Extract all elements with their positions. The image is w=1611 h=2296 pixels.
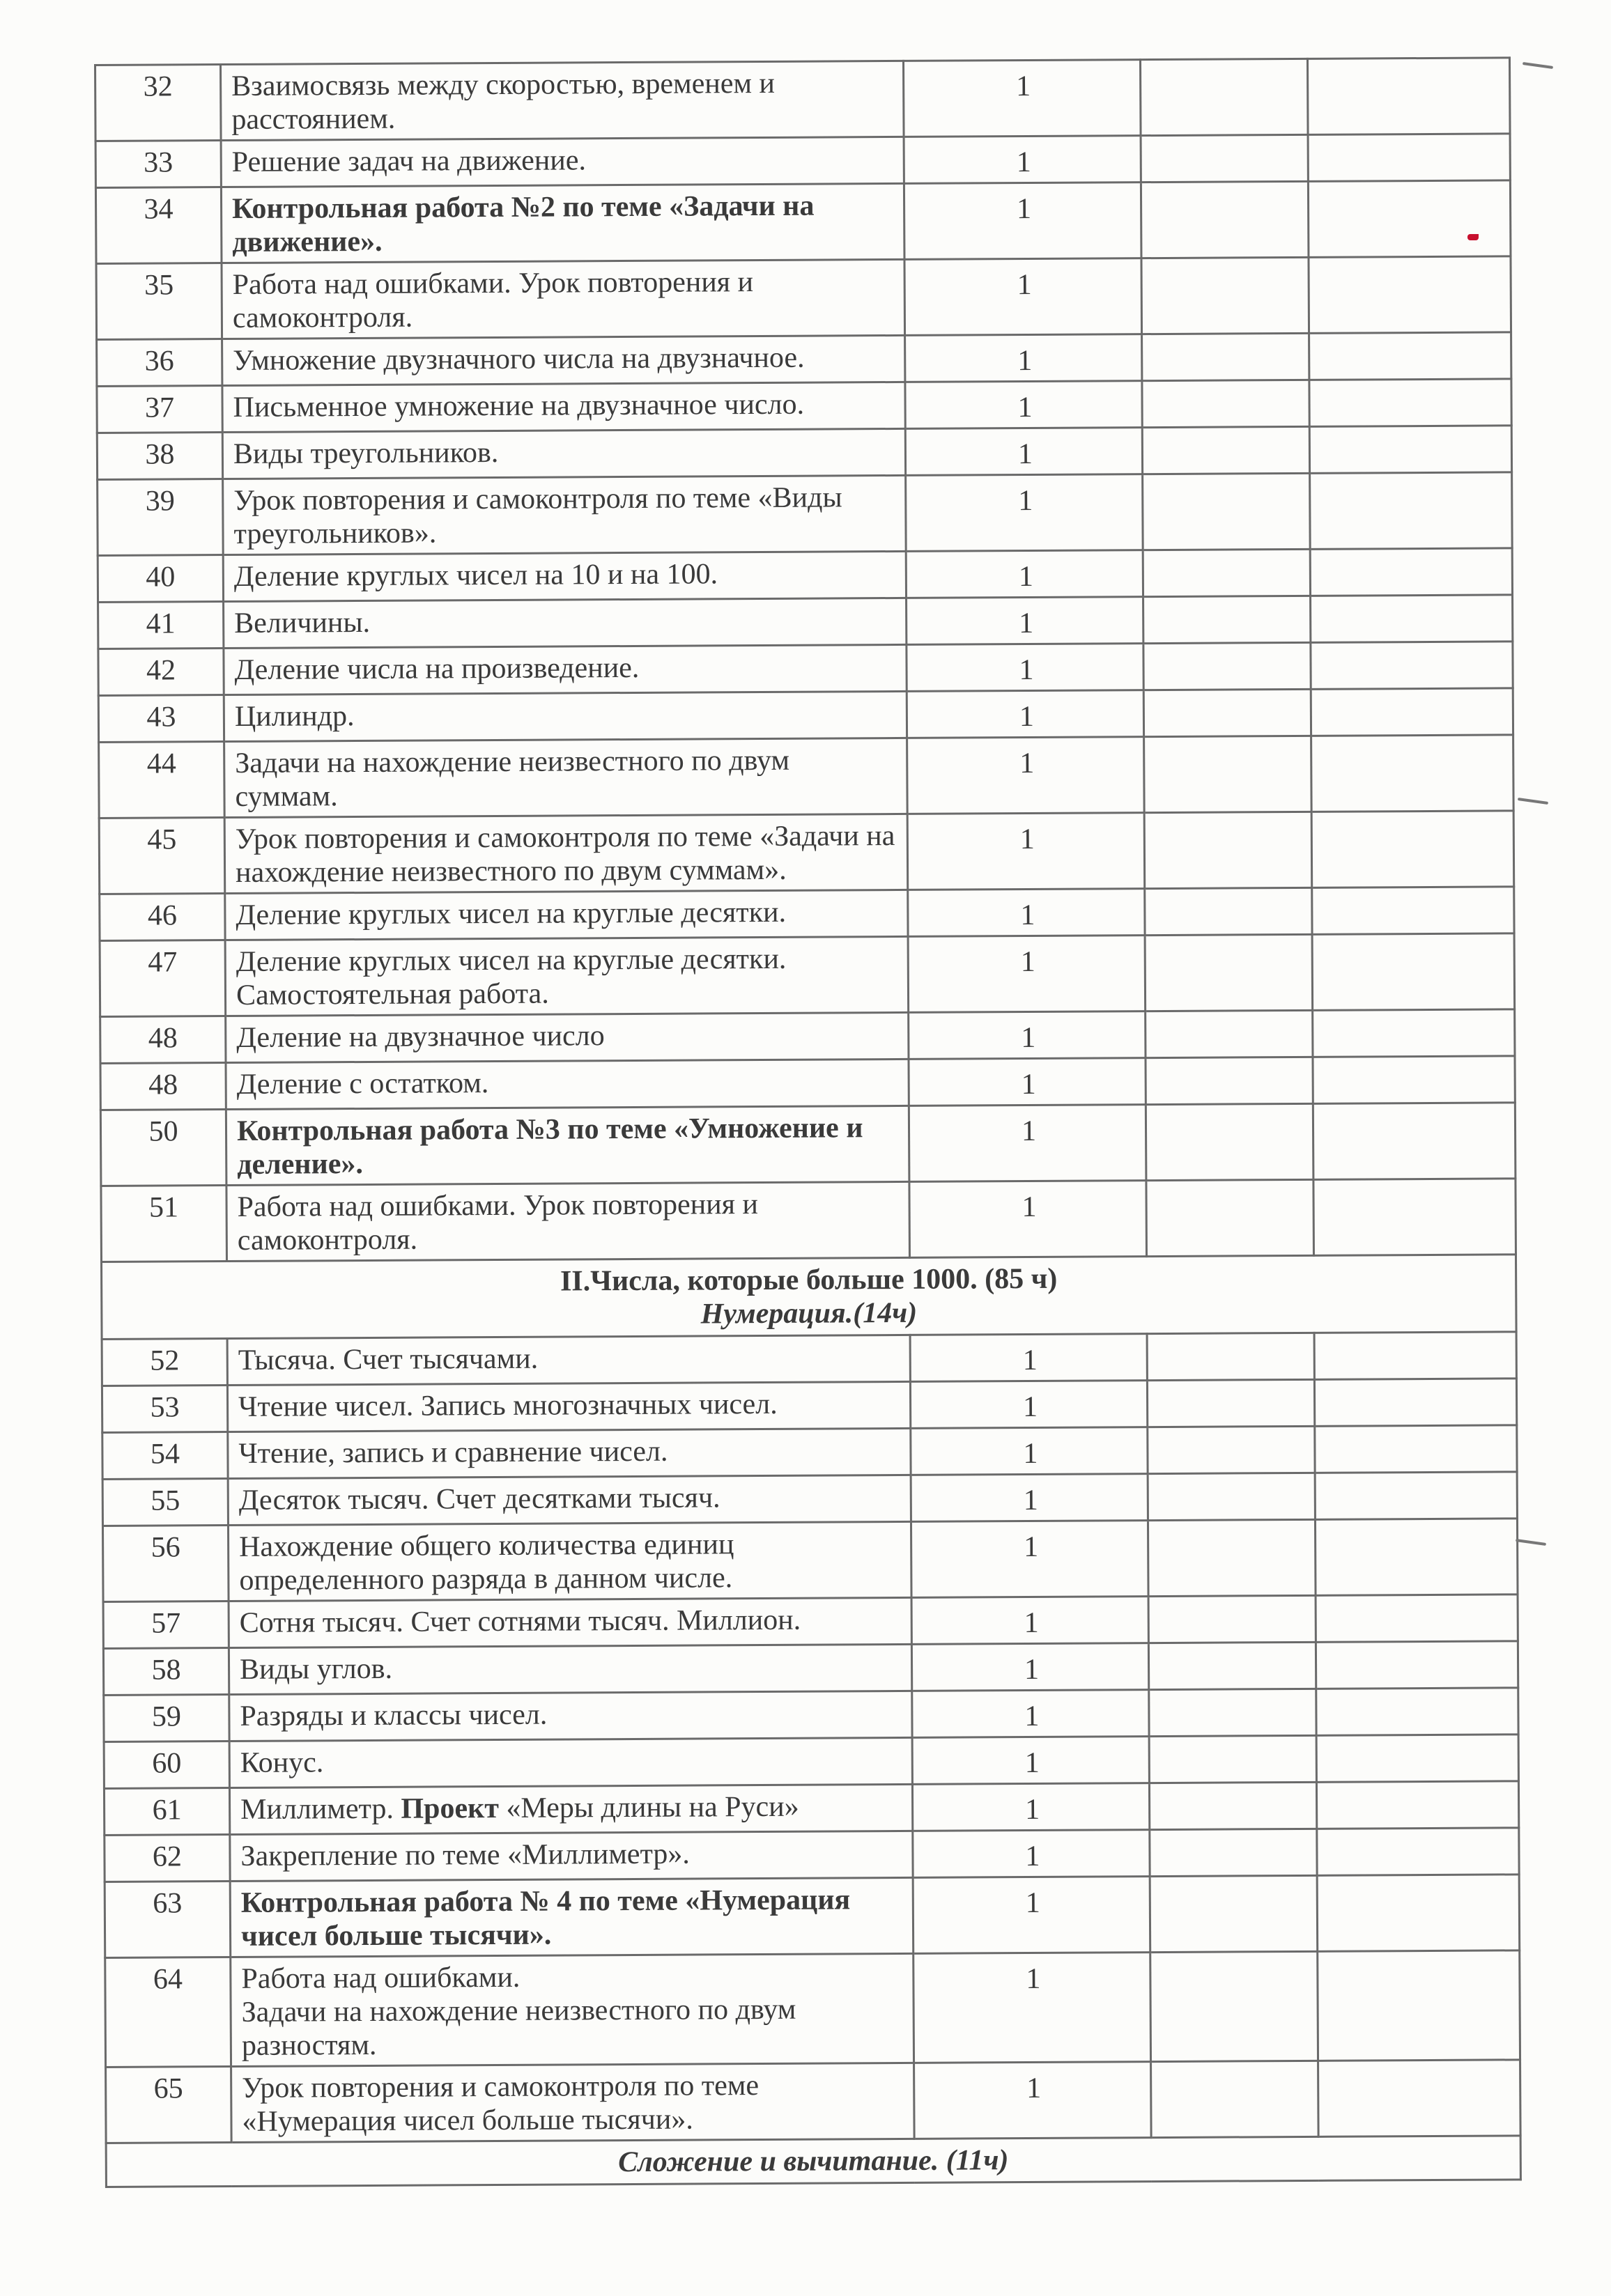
lesson-topic-text: Тысяча. Счет тысячами.	[238, 1342, 539, 1376]
table-row	[104, 1781, 1518, 1836]
lesson-topic	[227, 1381, 910, 1432]
date-plan-cell	[1148, 1426, 1315, 1473]
lesson-topic	[228, 1428, 911, 1478]
lesson-hours: 1	[908, 889, 1145, 937]
lesson-number: 59	[104, 1695, 229, 1742]
lesson-topic	[229, 1597, 911, 1647]
lesson-hours: 1	[906, 474, 1143, 552]
date-fact-cell	[1316, 1735, 1518, 1783]
date-plan-cell	[1142, 380, 1309, 427]
binder-mark	[1516, 1539, 1546, 1546]
lesson-number: 65	[106, 2067, 232, 2143]
date-fact-cell	[1315, 1519, 1518, 1596]
table-row	[102, 1472, 1517, 1526]
lesson-topic	[226, 1181, 910, 1261]
date-fact-cell	[1317, 1828, 1519, 1876]
lesson-topic-text: Разряды и классы чисел.	[240, 1698, 548, 1732]
table-row	[95, 58, 1511, 141]
lesson-hours: 1	[904, 136, 1141, 184]
lesson-topic-text: Взаимосвязь между скоростью, временем и расстоянием.	[231, 67, 776, 136]
lesson-topic-text: Работа над ошибками. Урок повторения и самоконтроля.	[237, 1188, 759, 1257]
table-row	[102, 1379, 1516, 1433]
table-row	[98, 642, 1513, 696]
section-cell	[102, 1255, 1517, 1340]
lesson-hours: 1	[910, 1334, 1147, 1382]
date-plan-cell	[1146, 1057, 1313, 1104]
lesson-topic-text: Урок повторения и самоконтроля по теме «Нумерация чисел больше тысячи».	[242, 2070, 760, 2138]
date-fact-cell	[1316, 1781, 1518, 1829]
lesson-hours: 1	[913, 1830, 1150, 1878]
lesson-topic	[228, 1475, 911, 1525]
table-row	[98, 688, 1513, 743]
lesson-topic-text: Цилиндр.	[234, 700, 355, 733]
lesson-number: 34	[95, 187, 222, 264]
lesson-number: 39	[98, 479, 224, 556]
date-plan-cell	[1141, 134, 1308, 182]
date-fact-cell	[1315, 1425, 1517, 1473]
lesson-hours: 1	[903, 60, 1141, 137]
lesson-topic-text: Нахождение общего количества единиц определенного разряда в данном числе.	[239, 1528, 734, 1597]
lesson-topic-text: Контрольная работа №2 по теме «Задачи на движение».	[231, 189, 815, 258]
date-plan-cell	[1144, 812, 1312, 888]
section-subtitle: Сложение и вычитание. (11ч)	[618, 2144, 1009, 2179]
date-plan-cell	[1142, 426, 1309, 474]
date-fact-cell	[1309, 256, 1511, 334]
lesson-hours: 1	[907, 597, 1143, 645]
lesson-hours: 1	[905, 428, 1142, 476]
lesson-hours: 1	[904, 258, 1142, 336]
lesson-number: 62	[105, 1835, 230, 1882]
lesson-topic	[227, 1335, 910, 1385]
table-row	[99, 811, 1514, 894]
section-cell	[106, 2136, 1520, 2187]
lesson-number: 56	[102, 1526, 229, 1602]
lesson-hours: 1	[908, 936, 1146, 1013]
date-fact-cell	[1316, 1641, 1518, 1689]
lesson-number: 38	[97, 433, 222, 480]
lesson-topic	[224, 644, 907, 695]
date-plan-cell	[1150, 1875, 1318, 1952]
lesson-hours: 1	[907, 644, 1143, 692]
table-row	[104, 1735, 1518, 1789]
date-plan-cell	[1146, 1179, 1314, 1256]
date-fact-cell	[1311, 642, 1513, 690]
lesson-number: 48	[100, 1016, 226, 1064]
lesson-hours: 1	[904, 183, 1141, 260]
section-header-1	[102, 1255, 1517, 1340]
lesson-number: 61	[104, 1788, 229, 1836]
date-fact-cell	[1315, 1472, 1517, 1520]
section-row	[106, 2136, 1520, 2187]
date-plan-cell	[1142, 333, 1309, 380]
lesson-hours: 1	[906, 550, 1143, 598]
date-fact-cell	[1313, 1179, 1516, 1256]
date-plan-cell	[1143, 596, 1311, 643]
table-row	[100, 933, 1515, 1017]
table-row	[103, 1641, 1518, 1696]
date-plan-cell	[1148, 1595, 1316, 1643]
lesson-topic	[222, 335, 905, 385]
lesson-topic-text: Миллиметр.	[240, 1792, 401, 1826]
lesson-topic-text: Деление круглых чисел на 10 и на 100.	[233, 558, 718, 593]
lesson-number: 51	[101, 1186, 227, 1262]
lesson-topic-text: Закрепление по теме «Миллиметр».	[240, 1838, 690, 1872]
table-row	[105, 1950, 1520, 2068]
lesson-number: 36	[97, 339, 222, 387]
lesson-topic-text: Виды углов.	[239, 1652, 393, 1686]
lesson-topic-text: Урок повторения и самоконтроля по теме «Виды треугольников».	[233, 481, 842, 550]
lesson-number: 57	[103, 1601, 229, 1649]
lesson-topic	[228, 1521, 911, 1601]
lesson-hours: 1	[911, 1643, 1148, 1691]
lesson-topic-text: Проект	[401, 1792, 500, 1825]
lesson-number: 54	[102, 1432, 228, 1480]
date-plan-cell	[1149, 1735, 1316, 1783]
table-row	[102, 1519, 1518, 1602]
lesson-topic-text: Деление числа на произведение.	[234, 651, 640, 686]
lesson-topic	[229, 1644, 911, 1694]
lesson-number: 58	[103, 1648, 229, 1696]
lesson-topic	[230, 1831, 913, 1881]
lesson-topic	[224, 738, 908, 817]
table-row	[105, 1828, 1519, 1882]
lesson-topic-text: Виды треугольников.	[233, 436, 499, 470]
red-ink-mark	[1467, 234, 1479, 240]
section-row	[102, 1255, 1517, 1340]
lesson-hours: 1	[910, 1381, 1147, 1429]
lesson-topic	[225, 890, 908, 940]
lesson-number: 53	[102, 1386, 227, 1433]
date-plan-cell	[1143, 689, 1311, 736]
table-row	[95, 180, 1511, 264]
lesson-topic	[222, 428, 905, 479]
lesson-topic	[224, 598, 907, 648]
lesson-topic	[223, 475, 907, 554]
date-fact-cell	[1311, 688, 1513, 736]
table-row	[106, 2060, 1521, 2143]
date-fact-cell	[1316, 1595, 1518, 1643]
lesson-topic	[226, 1012, 909, 1062]
section-title: II.Числа, которые больше 1000. (85 ч)	[560, 1262, 1058, 1298]
date-fact-cell	[1308, 180, 1511, 258]
lesson-number: 52	[102, 1339, 227, 1386]
section-header-2	[106, 2136, 1520, 2187]
lesson-hours: 1	[909, 1181, 1147, 1258]
lesson-topic	[230, 1877, 914, 1957]
lesson-number: 60	[104, 1742, 229, 1789]
date-plan-cell	[1144, 736, 1312, 812]
date-plan-cell	[1148, 1473, 1315, 1520]
lesson-topic-text: Конус.	[240, 1746, 324, 1779]
date-plan-cell	[1150, 1951, 1318, 2061]
lesson-hours: 1	[905, 381, 1142, 429]
lesson-hours: 1	[914, 1953, 1151, 2063]
lesson-hours: 1	[909, 1105, 1146, 1182]
lesson-hours: 1	[912, 1783, 1149, 1831]
table-row	[96, 256, 1511, 340]
lesson-topic	[224, 691, 907, 741]
lesson-topic	[229, 1784, 912, 1834]
date-fact-cell	[1307, 58, 1510, 135]
date-fact-cell	[1314, 1332, 1516, 1380]
date-fact-cell	[1311, 735, 1514, 812]
date-plan-cell	[1143, 473, 1311, 550]
date-fact-cell	[1318, 2060, 1521, 2137]
lesson-topic	[229, 1691, 912, 1741]
date-plan-cell	[1143, 549, 1310, 596]
lesson-number: 64	[105, 1957, 231, 2068]
lesson-topic-text: Урок повторения и самоконтроля по теме «Задачи на нахождение неизвестного по двум суммам».	[235, 819, 895, 889]
lesson-number: 35	[96, 263, 222, 340]
lesson-hours: 1	[914, 2062, 1152, 2139]
lesson-topic	[226, 1059, 909, 1109]
lesson-topic-text: Деление круглых чисел на круглые десятки. Самостоятельная работа.	[236, 943, 787, 1011]
lesson-topic	[226, 1106, 909, 1185]
lesson-topic	[229, 1737, 912, 1787]
lesson-topic	[231, 2063, 915, 2142]
lesson-hours: 1	[912, 1690, 1149, 1738]
date-fact-cell	[1318, 1950, 1520, 2061]
lesson-hours: 1	[913, 1877, 1150, 1954]
date-fact-cell	[1310, 472, 1513, 550]
date-plan-cell	[1146, 1103, 1313, 1180]
date-fact-cell	[1309, 332, 1511, 380]
table-row	[102, 1425, 1517, 1480]
lesson-rows-part-2	[102, 1332, 1520, 2143]
date-plan-cell	[1141, 257, 1309, 334]
lesson-topic	[221, 61, 904, 140]
date-plan-cell	[1145, 934, 1313, 1011]
lesson-number: 44	[99, 742, 225, 819]
table-row	[98, 595, 1513, 649]
lesson-number: 47	[100, 940, 226, 1017]
date-plan-cell	[1145, 887, 1312, 935]
date-plan-cell	[1146, 1010, 1313, 1057]
date-plan-cell	[1149, 1689, 1316, 1736]
lesson-hours: 1	[909, 1058, 1146, 1106]
date-fact-cell	[1312, 933, 1515, 1011]
lesson-number: 33	[95, 141, 221, 188]
date-plan-cell	[1143, 642, 1311, 690]
date-plan-cell	[1147, 1333, 1314, 1380]
lesson-topic	[223, 551, 906, 601]
lesson-number: 63	[105, 1882, 231, 1958]
lesson-rows-part-1	[95, 58, 1516, 1262]
table-row	[100, 1009, 1515, 1064]
date-fact-cell	[1312, 887, 1514, 935]
date-fact-cell	[1313, 1009, 1515, 1057]
lesson-topic-text: Деление на двузначное число	[236, 1020, 605, 1054]
table-row	[103, 1595, 1518, 1649]
lesson-topic	[221, 137, 904, 187]
lesson-topic	[221, 183, 904, 263]
date-plan-cell	[1148, 1519, 1316, 1596]
table-row	[104, 1688, 1518, 1742]
date-plan-cell	[1151, 2061, 1319, 2137]
date-plan-cell	[1140, 59, 1308, 135]
lesson-number: 45	[99, 818, 225, 894]
lesson-hours: 1	[911, 1474, 1148, 1522]
lesson-hours: 1	[911, 1597, 1148, 1645]
table-row	[98, 548, 1512, 603]
lesson-number: 42	[98, 649, 224, 696]
lesson-number: 50	[100, 1110, 226, 1186]
lesson-number: 41	[98, 602, 224, 649]
date-fact-cell	[1311, 811, 1514, 888]
lesson-hours: 1	[909, 1011, 1146, 1060]
lesson-topic-text: Контрольная работа №3 по теме «Умножение и деление».	[236, 1112, 863, 1181]
table-row	[100, 1056, 1515, 1110]
lesson-topic-text: Величины.	[234, 606, 371, 639]
lesson-number: 46	[100, 894, 225, 941]
lesson-hours: 1	[911, 1521, 1148, 1598]
date-fact-cell	[1309, 379, 1511, 427]
lesson-hours: 1	[907, 813, 1145, 890]
date-fact-cell	[1313, 1103, 1516, 1180]
date-plan-cell	[1148, 1642, 1316, 1689]
lesson-topic-text: Работа над ошибками. Урок повторения и самоконтроля.	[232, 266, 754, 334]
lesson-topic-text: Умножение двузначного числа на двузначное.	[233, 341, 805, 377]
date-plan-cell	[1147, 1379, 1314, 1427]
table-row	[105, 1875, 1520, 1958]
table-row	[98, 472, 1513, 556]
lesson-topic-text: «Меры длины на Руси»	[498, 1790, 799, 1824]
schedule-sheet	[94, 56, 1520, 2227]
lesson-table	[94, 56, 1522, 2188]
date-fact-cell	[1317, 1875, 1520, 1952]
lesson-number: 43	[98, 695, 224, 743]
date-fact-cell	[1309, 426, 1511, 474]
table-row	[100, 887, 1514, 941]
date-plan-cell	[1150, 1829, 1317, 1876]
binder-mark	[1518, 798, 1548, 805]
date-fact-cell	[1311, 595, 1513, 643]
table-row	[102, 1332, 1516, 1386]
lesson-topic-text: Задачи на нахождение неизвестного по двум суммам.	[235, 744, 790, 813]
table-row	[101, 1179, 1516, 1262]
lesson-topic-text: Работа над ошибками. Задачи на нахождение неизвестного по двум разностям.	[241, 1961, 796, 2062]
date-fact-cell	[1310, 548, 1512, 596]
table-row	[97, 379, 1511, 433]
lesson-topic	[225, 936, 909, 1016]
lesson-topic	[224, 814, 908, 893]
lesson-topic-text: Письменное умножение на двузначное число.	[233, 388, 805, 424]
table-row	[100, 1103, 1516, 1186]
table-row	[95, 134, 1510, 188]
lesson-hours: 1	[907, 737, 1145, 814]
lesson-topic-text: Чтение чисел. Запись многозначных чисел.	[238, 1388, 778, 1423]
lesson-number: 48	[100, 1063, 226, 1110]
lesson-topic-text: Решение задач на движение.	[231, 144, 587, 178]
section-subtitle: Нумерация.(14ч)	[700, 1296, 918, 1331]
table-row	[97, 426, 1511, 480]
date-plan-cell	[1149, 1782, 1316, 1829]
binder-mark	[1523, 62, 1553, 69]
date-plan-cell	[1141, 181, 1309, 258]
lesson-hours: 1	[912, 1737, 1149, 1785]
lesson-topic	[222, 259, 905, 339]
date-fact-cell	[1314, 1379, 1516, 1427]
lesson-topic-text: Контрольная работа № 4 по теме «Нумерация чисел больше тысячи».	[240, 1884, 851, 1953]
lesson-hours: 1	[911, 1427, 1148, 1475]
date-fact-cell	[1313, 1056, 1515, 1104]
lesson-topic	[231, 1953, 914, 2066]
lesson-hours: 1	[907, 690, 1143, 738]
lesson-number: 32	[95, 65, 222, 141]
table-row	[99, 735, 1514, 819]
lesson-topic-text: Десяток тысяч. Счет десятками тысяч.	[238, 1482, 720, 1517]
lesson-number: 37	[97, 386, 222, 433]
lesson-topic-text: Сотня тысяч. Счет сотнями тысяч. Миллион.	[239, 1604, 801, 1639]
table-row	[97, 332, 1511, 387]
lesson-number: 55	[102, 1479, 228, 1526]
lesson-topic	[222, 382, 905, 432]
lesson-topic-text: Деление с остатком.	[236, 1067, 489, 1101]
lesson-number: 40	[98, 555, 223, 603]
lesson-topic-text: Чтение, запись и сравнение чисел.	[238, 1435, 668, 1470]
lesson-hours: 1	[905, 334, 1142, 382]
lesson-topic-text: Деление круглых чисел на круглые десятки.	[236, 896, 787, 931]
date-fact-cell	[1308, 134, 1510, 182]
date-fact-cell	[1316, 1688, 1518, 1736]
